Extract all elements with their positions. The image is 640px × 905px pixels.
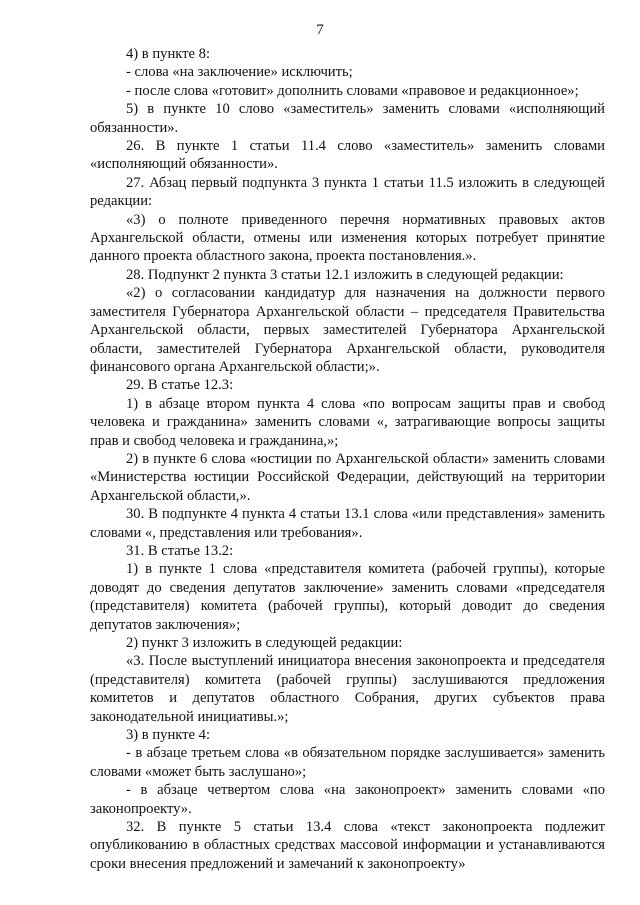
paragraph: 27. Абзац первый подпункта 3 пункта 1 статьи 11.5 изложить в следующей редакции: (90, 174, 605, 210)
paragraph: 26. В пункте 1 статьи 11.4 слово «заместитель» заменить словами «исполняющий обязанности». (90, 138, 605, 173)
paragraph: 5) в пункте 10 слово «заместитель» заменить словами «исполняющий обязанности». (90, 101, 605, 136)
paragraph: 30. В подпункте 4 пункта 4 статьи 13.1 слова «или представления» заменить словами «, представления или требования». (90, 506, 605, 541)
paragraph: 31. В статье 13.2: (126, 542, 234, 559)
paragraph: 29. В статье 12.3: (126, 377, 234, 394)
paragraph: - слова «на заключение» исключить; (126, 64, 353, 81)
page-number: 7 (316, 22, 324, 38)
paragraph: 1) в абзаце втором пункта 4 слова «по вопросам защиты прав и свобод человека и гражданина» заменить словами «, затрагивающие вопросы защиты прав и свобод человека и гражданина,»; (90, 395, 605, 449)
paragraph: - в абзаце четвертом слова «на законопроект» заменить словами «по законопроекту». (90, 782, 605, 817)
paragraph: 4) в пункте 8: (126, 46, 211, 62)
paragraph: - после слова «готовит» дополнить словами «правовое и редакционное»; (126, 82, 579, 99)
paragraph: 28. Подпункт 2 пункта 3 статьи 12.1 изложить в следующей редакции: (126, 266, 564, 283)
paragraph: «2) о согласовании кандидатур для назначения на должности первого заместителя Губернатора Архангельской области – председателя Правительства Архангельской области, первых заместителей Губернатора Архангельской области, заместителей Губернатора Архангельской области, руководителя финансового органа Архангельской области;». (90, 285, 605, 375)
paragraph: 1) в пункте 1 слова «представителя комитета (рабочей группы), которые доводят до сведения депутатов заключение» заменить словами «председателя (представителя) комитета (рабочей группы), который доводит до сведения депутатов заключения»; (90, 561, 605, 633)
paragraph: 2) в пункте 6 слова «юстиции по Архангельской области» заменить словами «Министерства юстиции Российской Федерации, действующий на территории Архангельской области,». (90, 450, 605, 504)
paragraph: «3) о полноте приведенного перечня нормативных правовых актов Архангельской области, отмены или изменения которых потребует принятие данного проекта областного закона, проекта постановления.». (90, 211, 605, 265)
paragraph: 3) в пункте 4: (126, 727, 211, 744)
paragraph: - в абзаце третьем слова «в обязательном порядке заслушивается» заменить словами «может быть заслушано»; (90, 745, 605, 780)
paragraph: 2) пункт 3 изложить в следующей редакции: (126, 635, 403, 651)
document-body (90, 45, 605, 873)
paragraph: «3. После выступлений инициатора внесения законопроекта и председателя (представителя) комитета (рабочей группы) заслушиваются предложения комитетов и депутатов областного Собрания, других субъектов права законодательной инициативы.»; (90, 653, 605, 725)
paragraph: 32. В пункте 5 статьи 13.4 слова «текст законопроекта подлежит опубликованию в областных средствах массовой информации и устанавливаются сроки внесения предложений и замечаний к законопроекту» (90, 819, 605, 872)
